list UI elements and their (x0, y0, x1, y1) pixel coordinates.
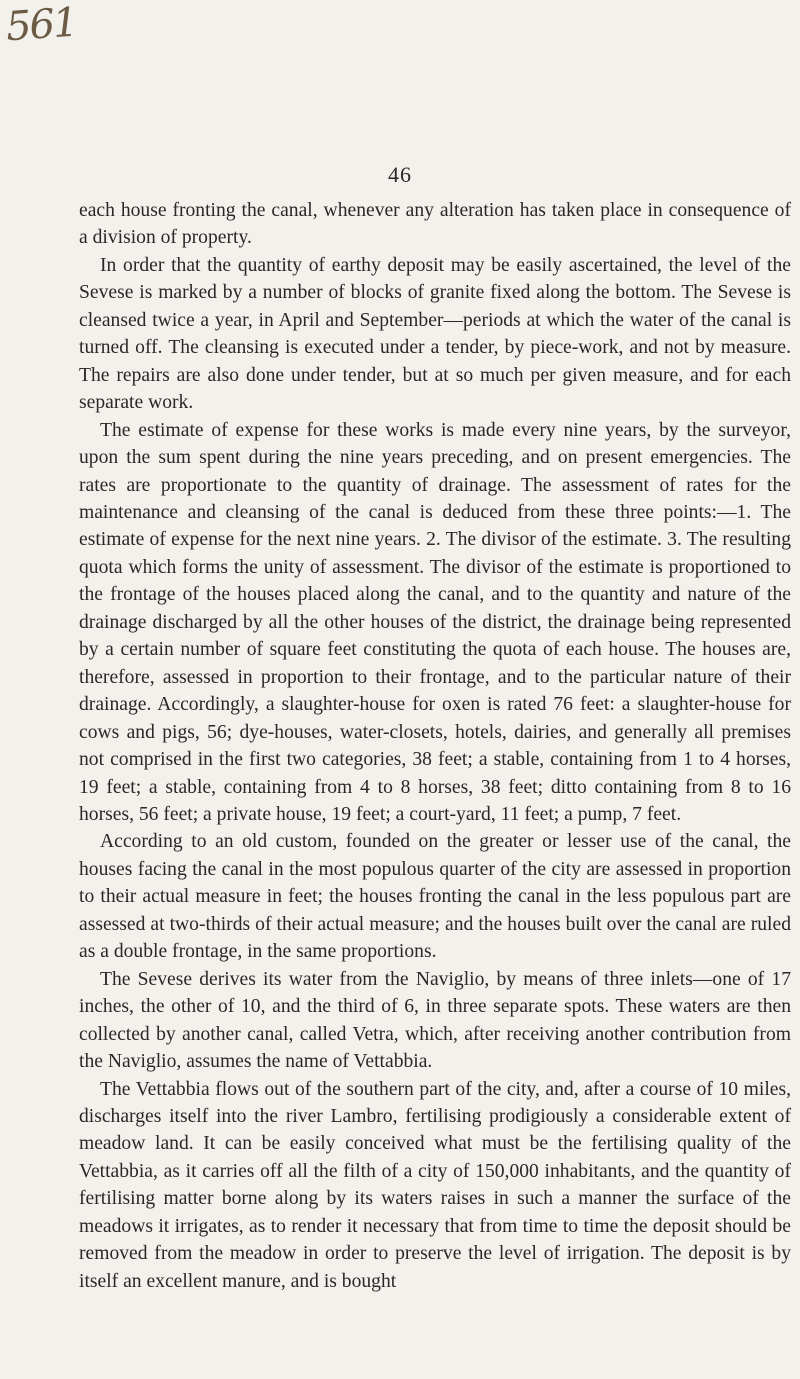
handwritten-page-mark: 561 (4, 0, 78, 51)
paragraph-earthy-deposit: In order that the quantity of earthy deposit may be easily ascertained, the level of the Sevese is marked by a number of blocks of granite fixed along the bottom. The Sevese is cleansed twice a year, in April and September—periods at which the water of the canal is turned off. The cleansing is executed under a tender, by piece-work, and not by measure. The repairs are also done under tender, but at so much per given measure, and for each separate work. (79, 254, 791, 414)
paragraph-old-custom: According to an old custom, founded on the greater or lesser use of the canal, the houses facing the canal in the most populous quarter of the city are assessed in proportion to their actual measure in feet; the houses fronting the canal in the less populous part are assessed at two-thirds of their actual measure; and the houses built over the canal are ruled as a double frontage, in the same proportions. (79, 831, 791, 963)
page-number: 46 (388, 162, 412, 187)
paragraph-vettabbia: The Vettabbia flows out of the southern part of the city, and, after a course of 10 miles, discharges itself into the river Lambro, fertilising prodigiously a considerable extent of meadow land. It can be easily conceived what must be the fertilising quality of the Vettabbia, as it carries off all the filth of a city of 150,000 inhabitants, and the quantity of fertilising matter borne along by its waters raises in such a manner the surface of the meadows it irrigates, as to render it necessary that from time to time the deposit should be removed from the meadow in order to preserve the level of irrigation. The deposit is by itself an excellent manure, and is bought (79, 1078, 791, 1292)
paragraph-estimate-of-expense: The estimate of expense for these works is made every nine years, by the surveyor, upon the sum spent during the nine years preceding, and on present emergencies. The rates are proportionate to the quantity of drainage. The assessment of rates for the maintenance and cleansing of the canal is deduced from these three points:—1. The estimate of expense for the next nine years. 2. The divisor of the estimate. 3. The resulting quota which forms the unity of assessment. The divisor of the estimate is proportioned to the frontage of the houses placed along the canal, and to the quantity and nature of the drainage discharged by all the other houses of the district, the drainage being represented by a certain number of square feet constituting the quota of each house. The houses are, therefore, assessed in proportion to their frontage, and to the particular nature of their drainage. Accordingly, a slaughter-house for oxen is rated 76 feet: a slaughter-house for cows and pigs, 56; dye-houses, water-closets, hotels, dairies, and generally all premises not comprised in the first two categories, 38 feet; a stable, containing from 1 to 4 horses, 19 feet; a stable, containing from 4 to 8 horses, 38 feet; ditto containing from 8 to 16 horses, 56 feet; a private house, 19 feet; a court-yard, 11 feet; a pump, 7 feet. (79, 419, 791, 825)
paragraph-continuation: each house fronting the canal, whenever any alteration has taken place in consequence of a division of property. (79, 200, 791, 249)
paragraph-sevese-water: The Sevese derives its water from the Naviglio, by means of three inlets—one of 17 inches, the other of 10, and the third of 6, in three separate spots. These waters are then collected by another canal, called Vetra, which, after receiving another contribution from the Naviglio, assumes the name of Vettabbia. (79, 968, 791, 1073)
page-body (79, 197, 791, 1295)
